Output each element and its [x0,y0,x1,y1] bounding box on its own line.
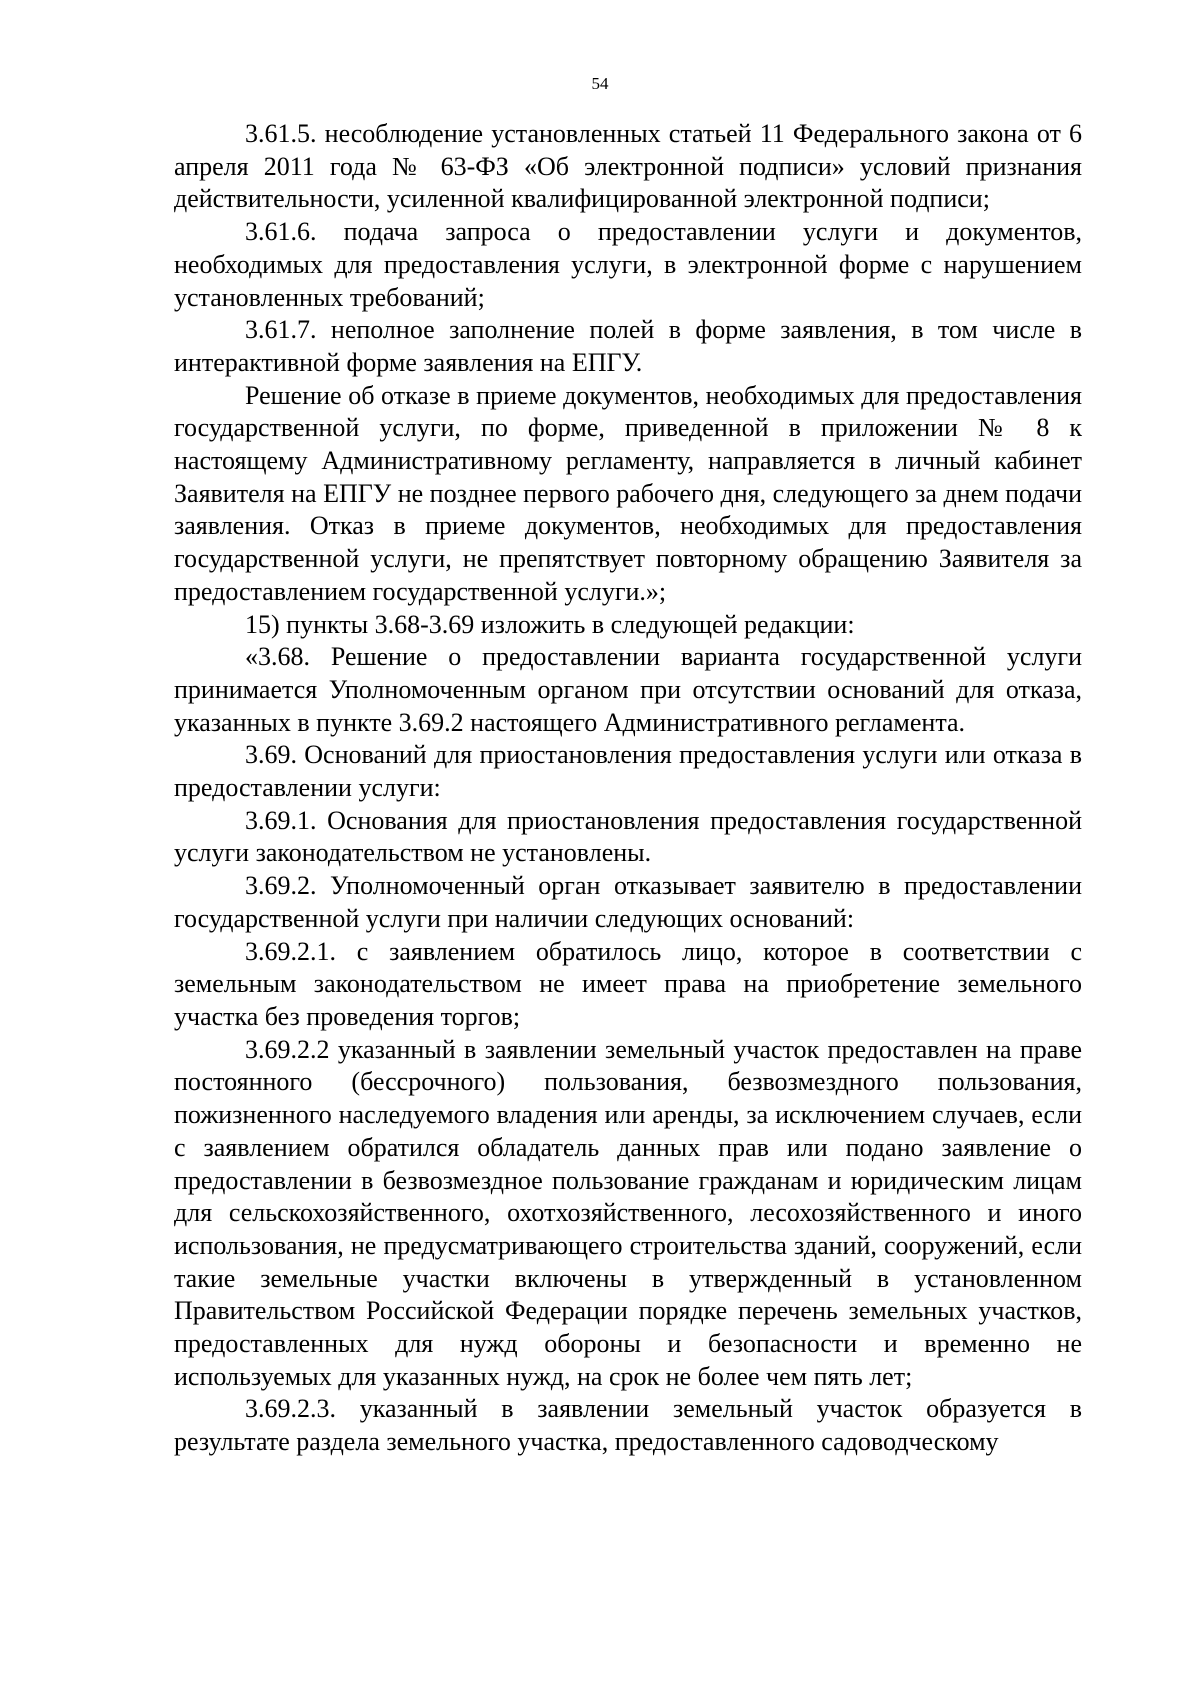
paragraph-3-68: «3.68. Решение о предоставлении варианта государственной услуги принимается Уполномоченным органом при отсутствии оснований для отказа, указанных в пункте 3.69.2 настоящего Административного регламента. [174,642,1082,737]
page-number: 54 [591,74,609,93]
paragraph-3-69-2-1: 3.69.2.1. с заявлением обратилось лицо, которое в соответствии с земельным законодательством не имеет права на приобретение земельного участка без проведения торгов; [174,936,1082,1031]
document-body [174,118,1082,1459]
paragraph-3-69-2: 3.69.2. Уполномоченный орган отказывает заявителю в предоставлении государственной услуги при наличии следующих оснований: [174,871,1082,933]
paragraph-3-69-2-3: 3.69.2.3. указанный в заявлении земельный участок образуется в результате раздела земельного участка, предоставленного садоводческому [174,1394,1082,1457]
paragraph-3-61-7: 3.61.7. неполное заполнение полей в форме заявления, в том числе в интерактивной форме заявления на ЕПГУ. [174,315,1082,377]
paragraph-item-15: 15) пункты 3.68-3.69 изложить в следующей редакции: [245,609,855,639]
paragraph-3-69-1: 3.69.1. Основания для приостановления предоставления государственной услуги законодательством не установлены. [174,805,1082,868]
paragraph-3-69-2-2: 3.69.2.2 указанный в заявлении земельный участок предоставлен на праве постоянного (бессрочного) пользования, безвозмездного пользования, пожизненного наследуемого владения или аренды, за исключением случаев, если с заявлением обратился обладатель данных прав или подано заявление о предоставлении в безвозмездное пользование гражданам и юридическим лицам для сельскохозяйственного, охотхозяйственного, лесохозяйственного и иного использования, не предусматривающего строительства зданий, сооружений, если такие земельные участки включены в утвержденный в установленном Правительством Российской Федерации порядке перечень земельных участков, предоставленных для нужд обороны и безопасности и временно не используемых для указанных нужд, на срок не более чем пять лет; [174,1034,1082,1391]
paragraph-3-61-5: 3.61.5. несоблюдение установленных статьей 11 Федерального закона от 6 апреля 2011 года № 63-ФЗ «Об электронной подписи» условий признания действительности, усиленной квалифицированной электронной подписи; [174,119,1082,214]
paragraph-refusal-decision: Решение об отказе в приеме документов, необходимых для предоставления государственной услуги, по форме, приведенной в приложении № 8 к настоящему Административному регламенту, направляется в личный кабинет Заявителя на ЕПГУ не позднее первого рабочего дня, следующего за днем подачи заявления. Отказ в приеме документов, необходимых для предоставления государственной услуги, не препятствует повторному обращению Заявителя за предоставлением государственной услуги.»; [174,380,1082,606]
paragraph-3-69: 3.69. Оснований для приостановления предоставления услуги или отказа в предоставлении услуги: [174,740,1082,803]
paragraph-3-61-6: 3.61.6. подача запроса о предоставлении услуги и документов, необходимых для предоставления услуги, в электронной форме с нарушением установленных требований; [174,217,1082,312]
